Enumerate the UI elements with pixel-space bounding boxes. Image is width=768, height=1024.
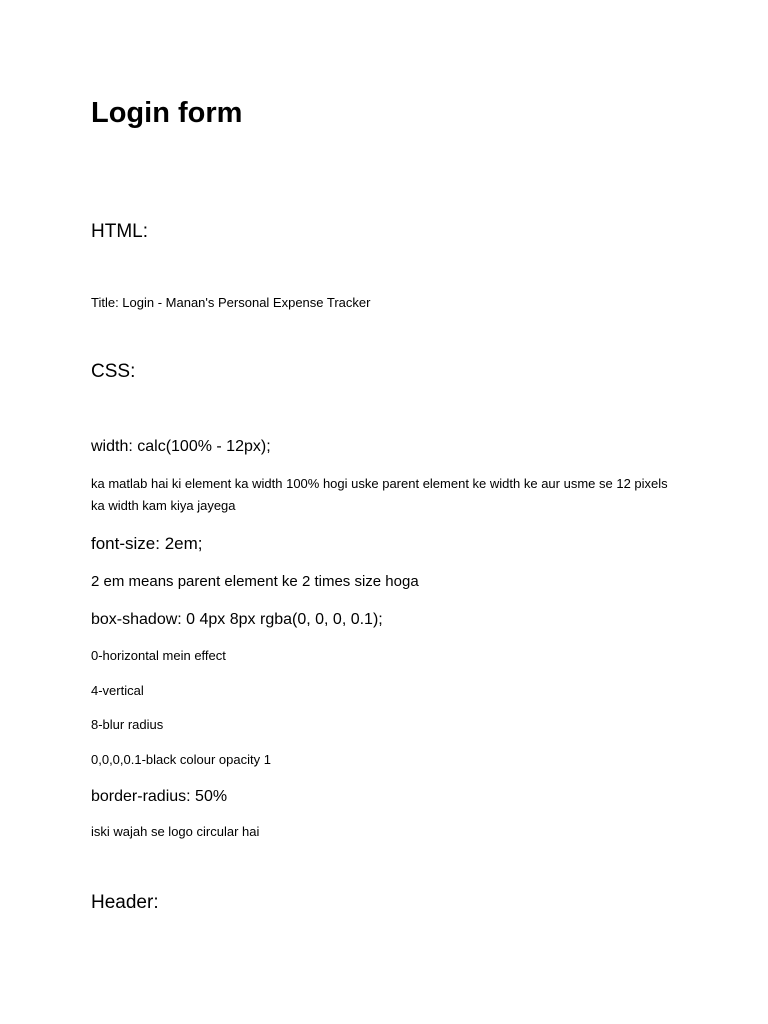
box-shadow-note: 0,0,0,0.1-black colour opacity 1 [91, 752, 271, 767]
border-radius-explanation: iski wajah se logo circular hai [91, 824, 260, 839]
font-size-explanation: 2 em means parent element ke 2 times size hoga [91, 573, 419, 590]
html-section-heading: HTML: [91, 221, 148, 242]
html-title-line: Title: Login - Manan's Personal Expense Tracker [91, 295, 371, 310]
box-shadow-rule: box-shadow: 0 4px 8px rgba(0, 0, 0, 0.1); [91, 611, 383, 628]
box-shadow-note: 4-vertical [91, 683, 144, 698]
border-radius-rule: border-radius: 50% [91, 788, 228, 805]
css-section-heading: CSS: [91, 361, 136, 382]
document-title: Login form [91, 97, 243, 129]
box-shadow-note: 8-blur radius [91, 717, 164, 732]
box-shadow-note: 0-horizontal mein effect [91, 648, 226, 663]
width-explanation: ka matlab hai ki element ka width 100% hogi uske parent element ke width ke aur usme se 12 pixels ka width kam kiya jayega [91, 476, 668, 513]
font-size-rule: font-size: 2em; [91, 534, 203, 553]
width-rule: width: calc(100% - 12px); [91, 438, 271, 455]
header-section-heading: Header: [91, 892, 159, 913]
